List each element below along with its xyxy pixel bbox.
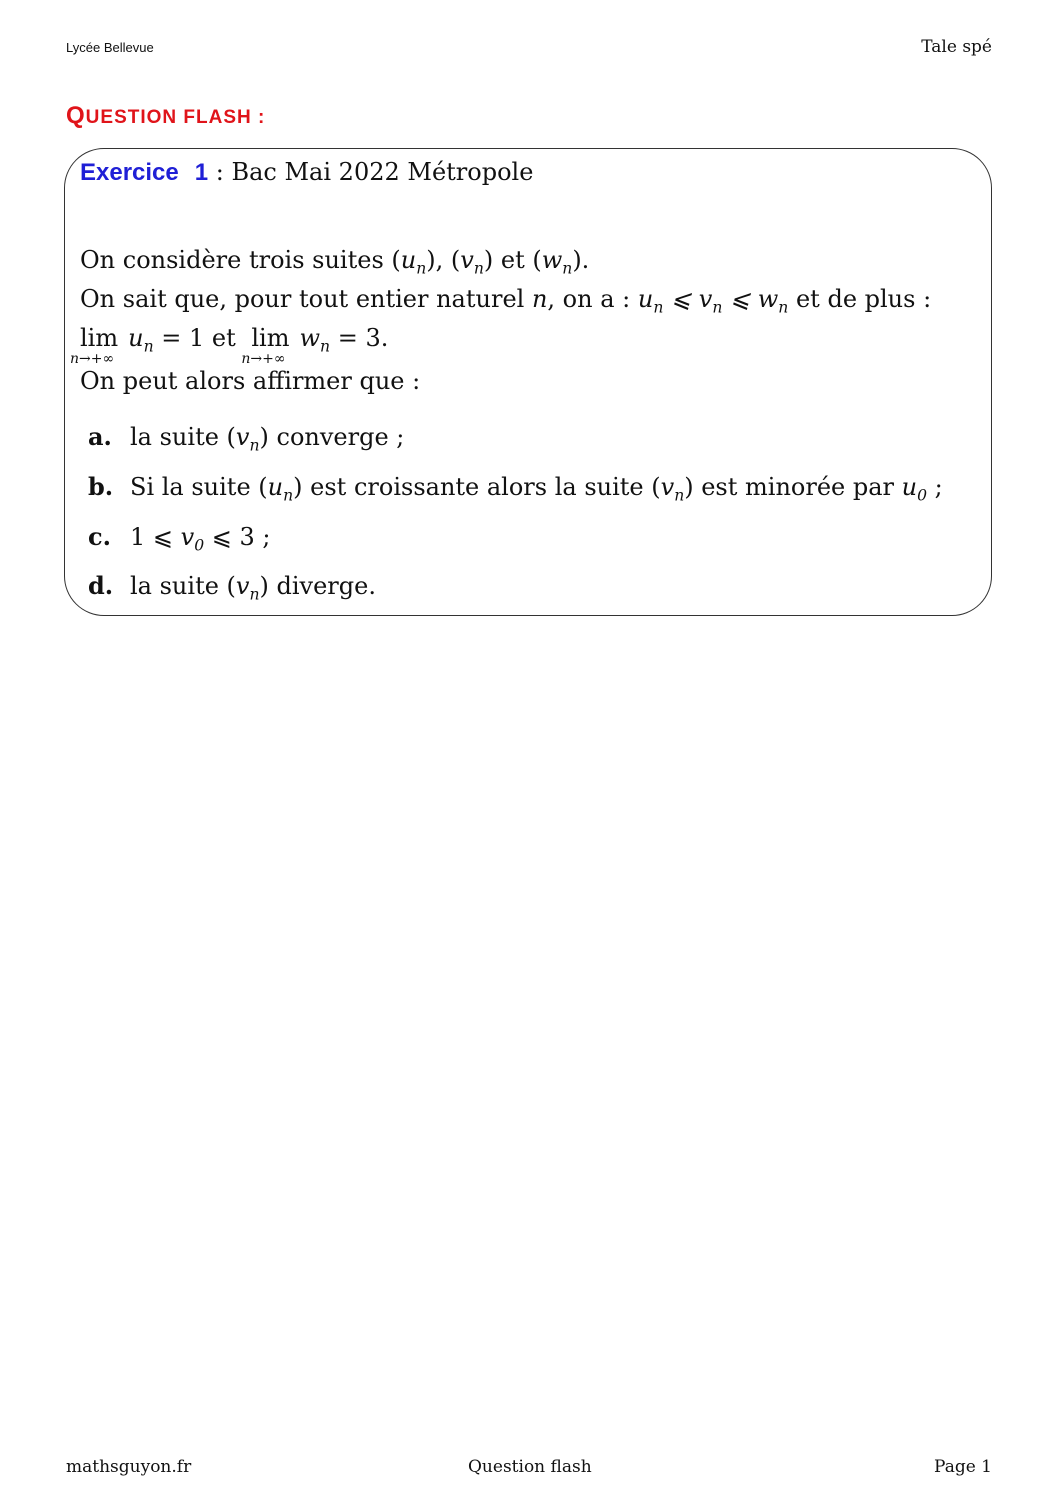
choice-d-letter: d. — [88, 571, 114, 600]
math-v-n: $v_n$ — [460, 246, 484, 278]
math-u-n: $u_n$ — [400, 246, 427, 278]
choice-a — [88, 422, 405, 455]
choice-b-text-b: ) est croissante alors la suite ( — [293, 473, 661, 501]
intro2-a: On sait que, pour tout entier naturel — [80, 285, 532, 313]
intro-line-2 — [80, 285, 932, 317]
choice-c-letter: c. — [88, 522, 111, 551]
math-v-n: $v_n$ — [235, 572, 260, 604]
math-u-n-lim: $u_n$ — [128, 324, 154, 356]
lim-2-word: lim — [251, 324, 290, 352]
math-v-n: $v_n$ — [235, 423, 260, 455]
choice-c — [88, 522, 271, 555]
lim-2-under: n→+∞ — [241, 351, 286, 367]
math-w-n-lim: $w_n$ — [299, 324, 331, 356]
math-w-n: $w_n$ — [541, 246, 573, 278]
intro1-c: ) et ( — [483, 246, 542, 274]
exercise-number: 1 — [194, 159, 209, 186]
choice-b-text-c: ) est minorée par — [684, 473, 902, 501]
choice-a-text-a: la suite ( — [130, 423, 236, 451]
header-level: Tale spé — [921, 37, 992, 57]
choice-b-text-d: ; — [927, 473, 943, 501]
intro-line-3: On peut alors affirmer que : — [80, 367, 421, 395]
choice-a-text-b: ) converge ; — [259, 423, 405, 451]
choice-b-letter: b. — [88, 472, 114, 501]
choice-d-text-a: la suite ( — [130, 572, 236, 600]
intro1-a: On considère trois suites ( — [80, 246, 401, 274]
exercise-source: : Bac Mai 2022 Métropole — [208, 158, 534, 186]
math-u-n: $u_n$ — [267, 473, 294, 505]
footer-title: Question flash — [468, 1457, 592, 1477]
math-n: n — [531, 285, 548, 313]
lim-2-rest: = 3. — [330, 324, 389, 352]
footer-page: Page 1 — [934, 1457, 992, 1477]
choice-d — [88, 571, 376, 604]
choice-b-text-a: Si la suite ( — [130, 473, 268, 501]
exercise-label: Exercice — [80, 159, 179, 186]
lim-1-word: lim — [80, 324, 119, 352]
exercise-title — [80, 158, 533, 187]
math-v-0: $v_0$ — [180, 523, 205, 555]
limits-line — [70, 324, 389, 367]
intro-line-1 — [80, 246, 590, 278]
math-u-0: $u_0$ — [901, 473, 928, 505]
intro1-d: ). — [572, 246, 590, 274]
math-inequality: $u_n$ ⩽ $v_n$ ⩽ $w_n$ — [637, 285, 789, 317]
intro1-b: ), ( — [426, 246, 461, 274]
section-title-rest: UESTION FLASH : — [85, 107, 266, 128]
section-title-initial: Q — [66, 102, 86, 129]
choice-d-text-b: ) diverge. — [259, 572, 376, 600]
intro2-b: , on a : — [547, 285, 638, 313]
footer-site: mathsguyon.fr — [66, 1457, 192, 1477]
header-school: Lycée Bellevue — [66, 40, 154, 55]
choice-c-text-b: ⩽ 3 ; — [204, 523, 271, 551]
choice-a-letter: a. — [88, 422, 112, 451]
intro2-c: et de plus : — [788, 285, 932, 313]
choice-b — [88, 472, 943, 505]
lim-1 — [70, 324, 119, 367]
choice-c-text-a: 1 ⩽ — [130, 523, 181, 551]
section-title — [66, 102, 265, 130]
lim-2 — [241, 324, 290, 367]
lim-1-under: n→+∞ — [70, 351, 115, 367]
lim-1-rest: = 1 et — [153, 324, 244, 352]
math-v-n: $v_n$ — [660, 473, 685, 505]
